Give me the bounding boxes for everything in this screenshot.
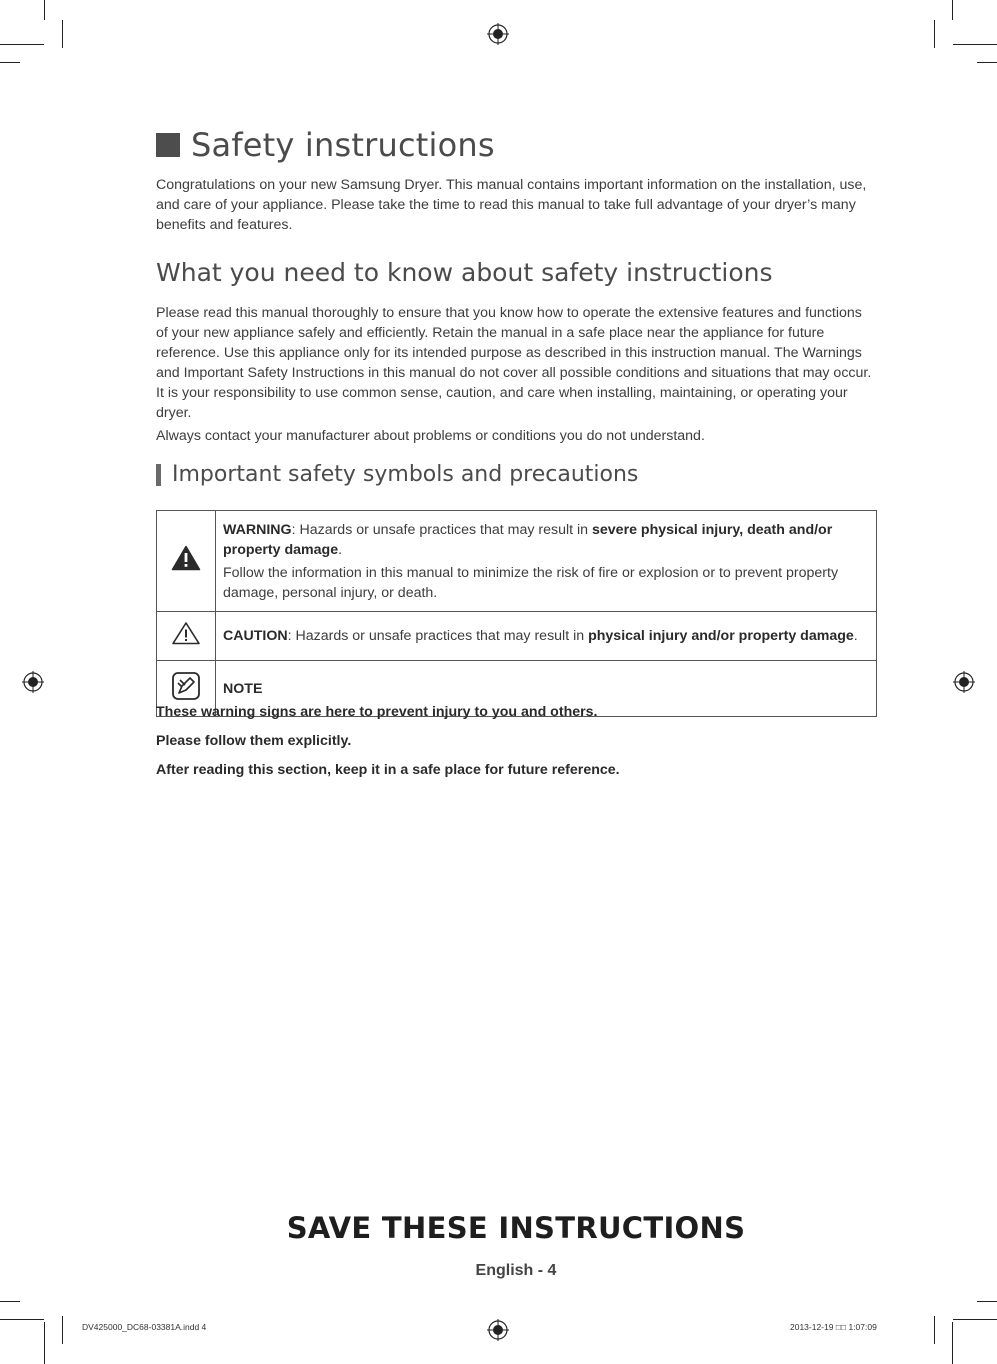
warning-text-cell xyxy=(216,511,877,612)
note-pencil-icon xyxy=(171,671,201,701)
crop-mark xyxy=(953,1319,997,1320)
section-heading: What you need to know about safety instructions xyxy=(156,258,773,287)
crop-mark xyxy=(977,62,997,63)
crop-mark xyxy=(977,1301,997,1302)
crop-mark xyxy=(44,0,45,20)
caution-outline-triangle-icon xyxy=(171,621,201,645)
warning-icon-cell xyxy=(157,511,216,612)
slug-file-name: DV425000_DC68-03381A.indd 4 xyxy=(82,1322,207,1332)
warning-text: : Hazards or unsafe practices that may result in xyxy=(291,521,593,538)
symbols-heading-text: Important safety symbols and precautions xyxy=(172,462,639,487)
title-square-icon xyxy=(156,133,180,157)
caution-text-cell xyxy=(216,612,877,661)
page-title xyxy=(156,126,495,164)
crop-mark xyxy=(44,1322,45,1364)
registration-mark-icon xyxy=(22,671,44,693)
registration-mark-icon xyxy=(953,671,975,693)
caution-emphasis: physical injury and/or property damage xyxy=(588,628,854,644)
crop-mark xyxy=(952,1322,953,1364)
crop-mark xyxy=(0,62,20,63)
page-title-text: Safety instructions xyxy=(191,126,495,164)
save-instructions-banner: SAVE THESE INSTRUCTIONS xyxy=(286,1211,746,1245)
crop-mark xyxy=(952,0,953,20)
safety-symbols-table xyxy=(156,510,877,717)
heading-bar-icon xyxy=(156,464,161,486)
closing-line: These warning signs are here to prevent injury to you and others. xyxy=(156,704,598,720)
caution-text: : Hazards or unsafe practices that may result in xyxy=(287,628,589,644)
note-label: NOTE xyxy=(223,680,263,697)
table-row-caution xyxy=(157,612,877,661)
registration-mark-icon xyxy=(487,23,509,45)
warning-line xyxy=(223,520,868,560)
closing-line: After reading this section, keep it in a safe place for future reference. xyxy=(156,762,620,778)
caution-label: CAUTION xyxy=(223,628,288,644)
warning-filled-triangle-icon xyxy=(171,545,201,571)
warning-label: WARNING xyxy=(223,521,292,538)
symbols-heading xyxy=(156,462,638,487)
closing-lines xyxy=(156,702,876,789)
crop-mark xyxy=(62,20,63,48)
table-row-warning xyxy=(157,511,877,612)
crop-mark xyxy=(62,1316,63,1344)
crop-mark xyxy=(0,44,44,45)
registration-mark-icon xyxy=(487,1319,509,1341)
section-paragraph-2: Always contact your manufacturer about problems or conditions you do not understand. xyxy=(156,428,705,444)
section-paragraph-1: Please read this manual thoroughly to ensure that you know how to operate the extensive features and functions of your new appliance safely and efficiently. Retain the manual in a safe place near the appliance for future reference. Use this appliance only for its intended purpose as described in this instruction manual. The Warnings and Important Safety Instructions in this manual do not cover all possible conditions and situations that may occur. It is your responsibility to use common sense, caution, and care when installing, maintaining, or operating your dryer. xyxy=(156,305,872,421)
warning-followup: Follow the information in this manual to minimize the risk of fire or explosion or to prevent property damage, personal injury, or death. xyxy=(223,564,839,601)
caution-icon-cell xyxy=(157,612,216,661)
page-number: English - 4 xyxy=(475,1262,557,1279)
crop-mark xyxy=(934,20,935,48)
intro-paragraph: Congratulations on your new Samsung Dryer. This manual contains important information on the installation, use, and care of your appliance. Please take the time to read this manual to take full advantage of your dryer’s many benefits and features. xyxy=(156,177,867,233)
crop-mark xyxy=(953,44,997,45)
warning-emphasis: severe physical injury, death and/or property damage xyxy=(223,521,833,558)
crop-mark xyxy=(934,1316,935,1344)
caution-text-end: . xyxy=(853,628,858,644)
crop-mark xyxy=(0,1319,44,1320)
warning-text-end: . xyxy=(338,541,343,558)
crop-mark xyxy=(0,1301,20,1302)
slug-timestamp: 2013-12-19 □□ 1:07:09 xyxy=(790,1322,877,1332)
closing-line: Please follow them explicitly. xyxy=(156,733,352,749)
